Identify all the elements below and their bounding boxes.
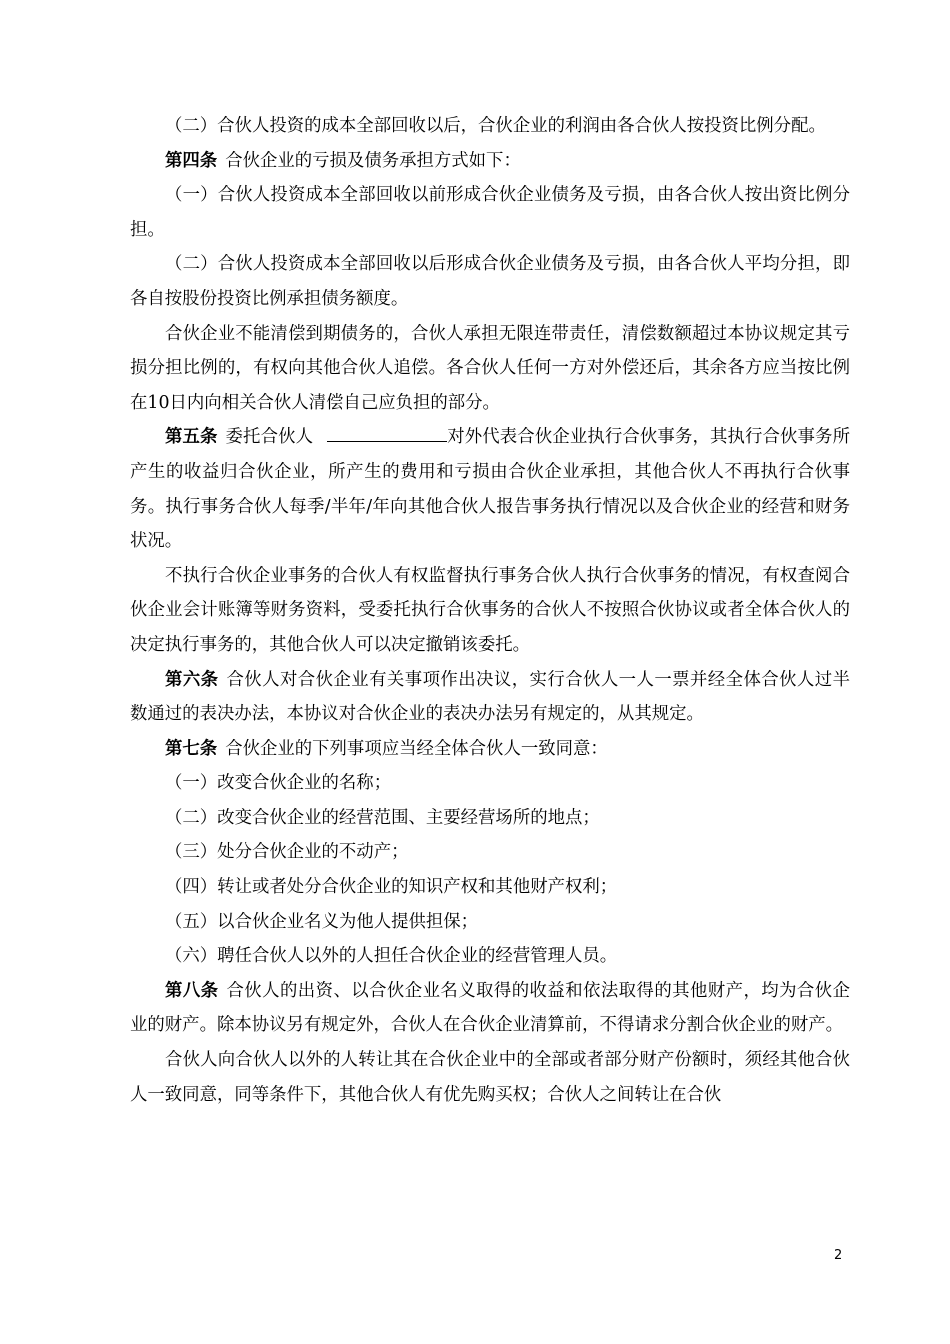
article-heading: 第六条 [165,669,219,690]
paragraph-text: 合伙企业的亏损及债务承担方式如下： [225,150,521,171]
paragraph-text: 合伙企业不能清偿到期债务的，合伙人承担无限连带责任，清偿数额超过本协议规定其亏损分担比例的，有权向其他合伙人追偿。各合伙人任何一方对外偿还后，其余各方应当按比例在10日内向相关合伙人清偿自己应负担的部分。 [130,323,850,413]
list-item [130,766,850,801]
paragraph [130,317,850,421]
paragraph-text: （二）改变合伙企业的经营范围、主要经营场所的地点； [165,807,600,828]
paragraph-text: （五）以合伙企业名义为他人提供担保； [165,911,479,932]
paragraph-text: （三）处分合伙企业的不动产； [165,842,409,863]
paragraph-text: （四）转让或者处分合伙企业的知识产权和其他财产权利； [165,877,618,898]
paragraph-text: （一）改变合伙企业的名称； [165,773,392,794]
paragraph [130,178,850,247]
paragraph-text: 合伙企业的下列事项应当经全体合伙人一致同意： [225,738,608,759]
paragraph-text: 合伙人对合伙企业有关事项作出决议，实行合伙人一人一票并经全体合伙人过半数通过的表决办法，本协议对合伙企业的表决办法另有规定的，从其规定。 [130,669,850,725]
article-paragraph [130,663,850,732]
paragraph-text: 合伙人向合伙人以外的人转让其在合伙企业中的全部或者部分财产份额时，须经其他合伙人一致同意，同等条件下，其他合伙人有优先购买权；合伙人之间转让在合伙 [130,1050,850,1105]
list-item [130,905,850,940]
list-item [130,801,850,836]
paragraph [130,247,850,316]
article-heading: 第八条 [165,980,219,1001]
paragraph [130,559,850,663]
paragraph-text: （一）合伙人投资成本全部回收以前形成合伙企业债务及亏损，由各合伙人按出资比例分担。 [130,185,850,240]
paragraph-text: （六）聘任合伙人以外的人担任合伙企业的经营管理人员。 [165,946,618,967]
list-item [130,870,850,905]
paragraph-text: 对外代表合伙企业执行合伙事务，其执行合伙事务所产生的收益归合伙企业，所产生的费用和亏损由合伙企业承担，其他合伙人不再执行合伙事务。执行事务合伙人每季/半年/年向其他合伙人报告事务执行情况以及合伙企业的经营和财务状况。 [130,427,850,552]
paragraph [130,1043,850,1112]
paragraph-text: 不执行合伙企业事务的合伙人有权监督执行事务合伙人执行合伙事务的情况，有权查阅合伙企业会计账簿等财务资料，受委托执行合伙事务的合伙人不按照合伙协议或者全体合伙人的决定执行事务的，其他合伙人可以决定撤销该委托。 [130,565,850,655]
article-paragraph [130,144,850,179]
article-paragraph [130,974,850,1043]
paragraph [130,109,850,144]
page-number: 2 [834,1248,843,1263]
article-heading: 第七条 [165,738,218,759]
article-heading: 第五条 [165,427,218,448]
list-item [130,939,850,974]
paragraph-text-before-blank: 委托合伙人 [225,427,314,448]
paragraph-text: 合伙人的出资、以合伙企业名义取得的收益和依法取得的其他财产，均为合伙企业的财产。除本协议另有规定外，合伙人在合伙企业清算前，不得请求分割合伙企业的财产。 [130,980,850,1036]
document-body [130,109,850,1112]
paragraph-text: （二）合伙人投资的成本全部回收以后，合伙企业的利润由各合伙人按投资比例分配。 [165,116,826,136]
article-heading: 第四条 [165,150,218,171]
paragraph-text: （二）合伙人投资成本全部回收以后形成合伙企业债务及亏损，由各合伙人平均分担，即各自按股份投资比例承担债务额度。 [130,254,850,309]
fill-in-blank [327,423,447,442]
article-paragraph [130,420,850,558]
article-paragraph [130,732,850,767]
list-item [130,835,850,870]
